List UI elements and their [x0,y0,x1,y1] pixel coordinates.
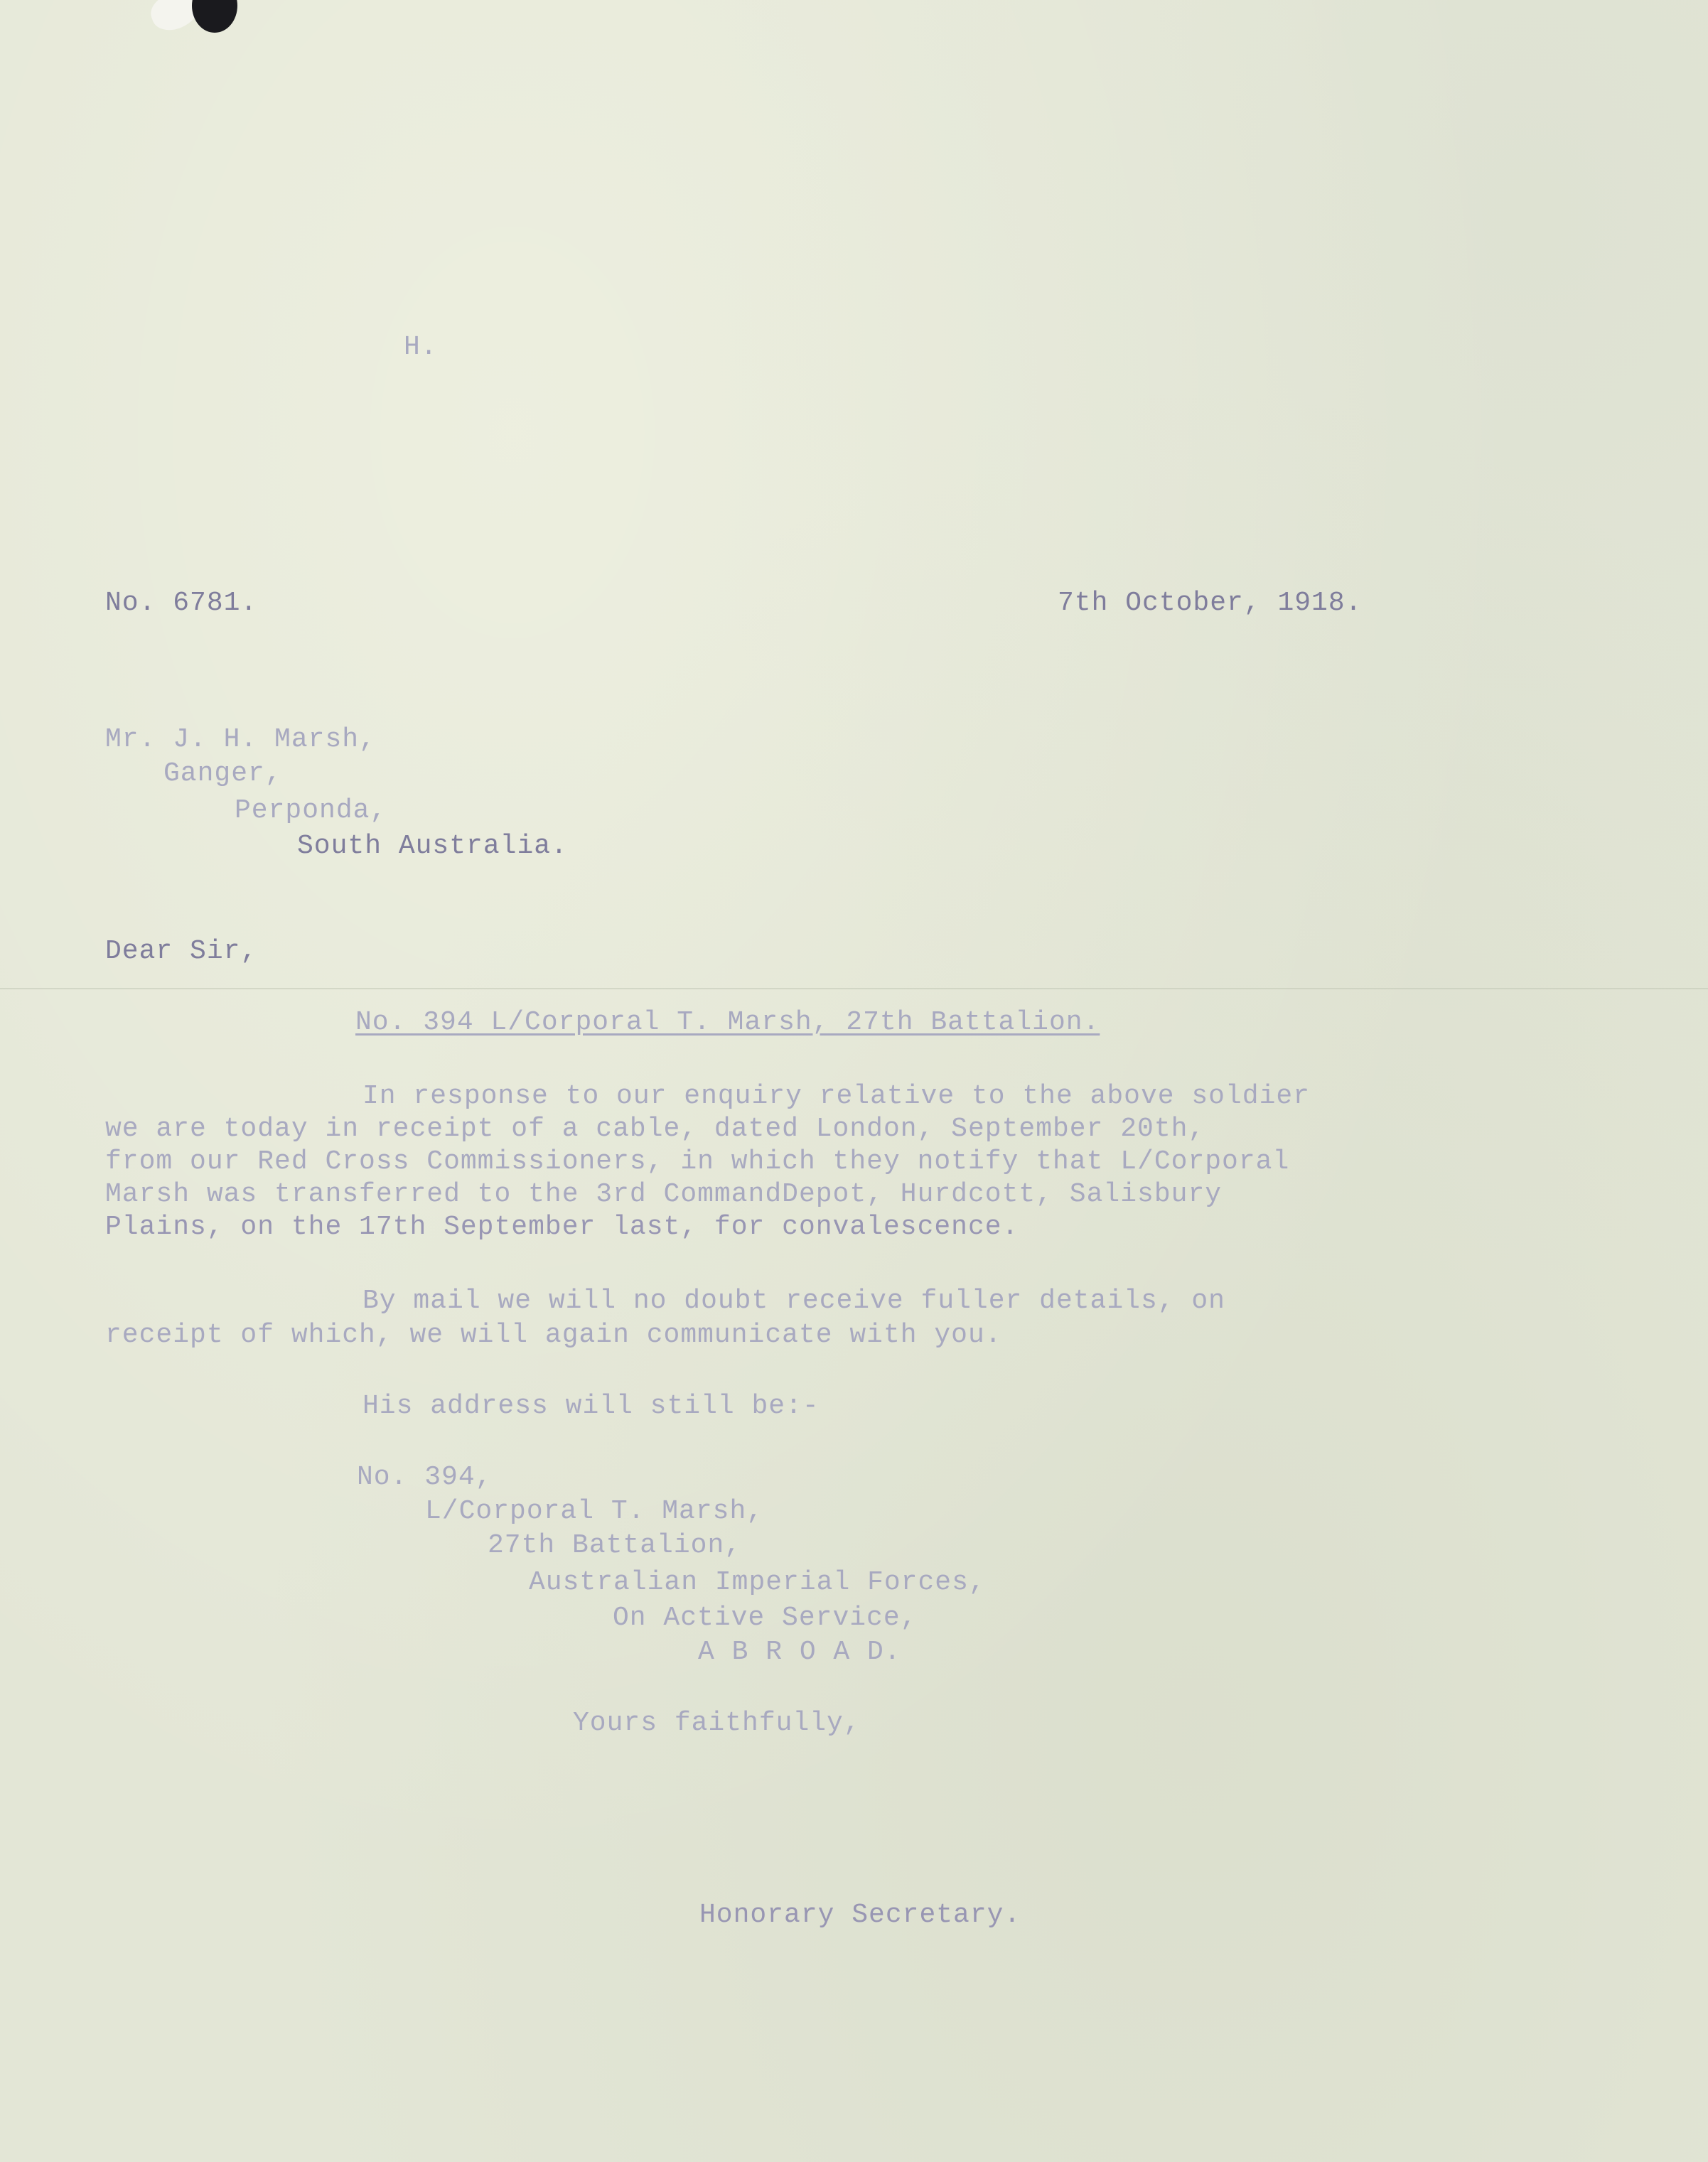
paragraph2-line2: receipt of which, we will again communicate with you. [105,1320,1002,1350]
soldier-address-abroad: A B R O A D. [698,1637,901,1667]
soldier-address-force: Australian Imperial Forces, [529,1567,986,1598]
subject-line: No. 394 L/Corporal T. Marsh, 27th Battalion. [355,1007,1100,1038]
soldier-address-number: No. 394, [357,1462,493,1493]
letter-date: 7th October, 1918. [1058,588,1363,618]
address-line-town: Perponda, [235,795,387,826]
punch-hole [192,0,237,33]
address-line-name: Mr. J. H. Marsh, [105,724,376,755]
paragraph2-line1: By mail we will no doubt receive fuller details, on [362,1286,1225,1316]
initial-mark: H. [404,332,438,362]
soldier-address-battalion: 27th Battalion, [488,1530,742,1561]
soldier-address-service: On Active Service, [613,1603,918,1633]
paragraph1-line4: Marsh was transferred to the 3rd CommandDepot, Hurdcott, Salisbury [105,1179,1223,1210]
reference-number: No. 6781. [105,588,258,618]
address-intro: His address will still be:- [362,1391,820,1421]
paragraph1-line1: In response to our enquiry relative to the above soldier [362,1081,1311,1112]
salutation: Dear Sir, [105,936,258,967]
address-line-occupation: Ganger, [163,758,282,789]
address-line-state: South Australia. [297,831,568,861]
soldier-address-rank: L/Corporal T. Marsh, [425,1496,764,1527]
paragraph1-line2: we are today in receipt of a cable, dated London, September 20th, [105,1114,1205,1144]
paragraph1-line5: Plains, on the 17th September last, for convalescence. [105,1212,1019,1242]
paragraph1-line3: from our Red Cross Commissioners, in which they notify that L/Corporal [105,1146,1290,1177]
closing: Yours faithfully, [573,1708,861,1738]
signature-title: Honorary Secretary. [699,1900,1021,1930]
fold-crease [0,988,1708,989]
